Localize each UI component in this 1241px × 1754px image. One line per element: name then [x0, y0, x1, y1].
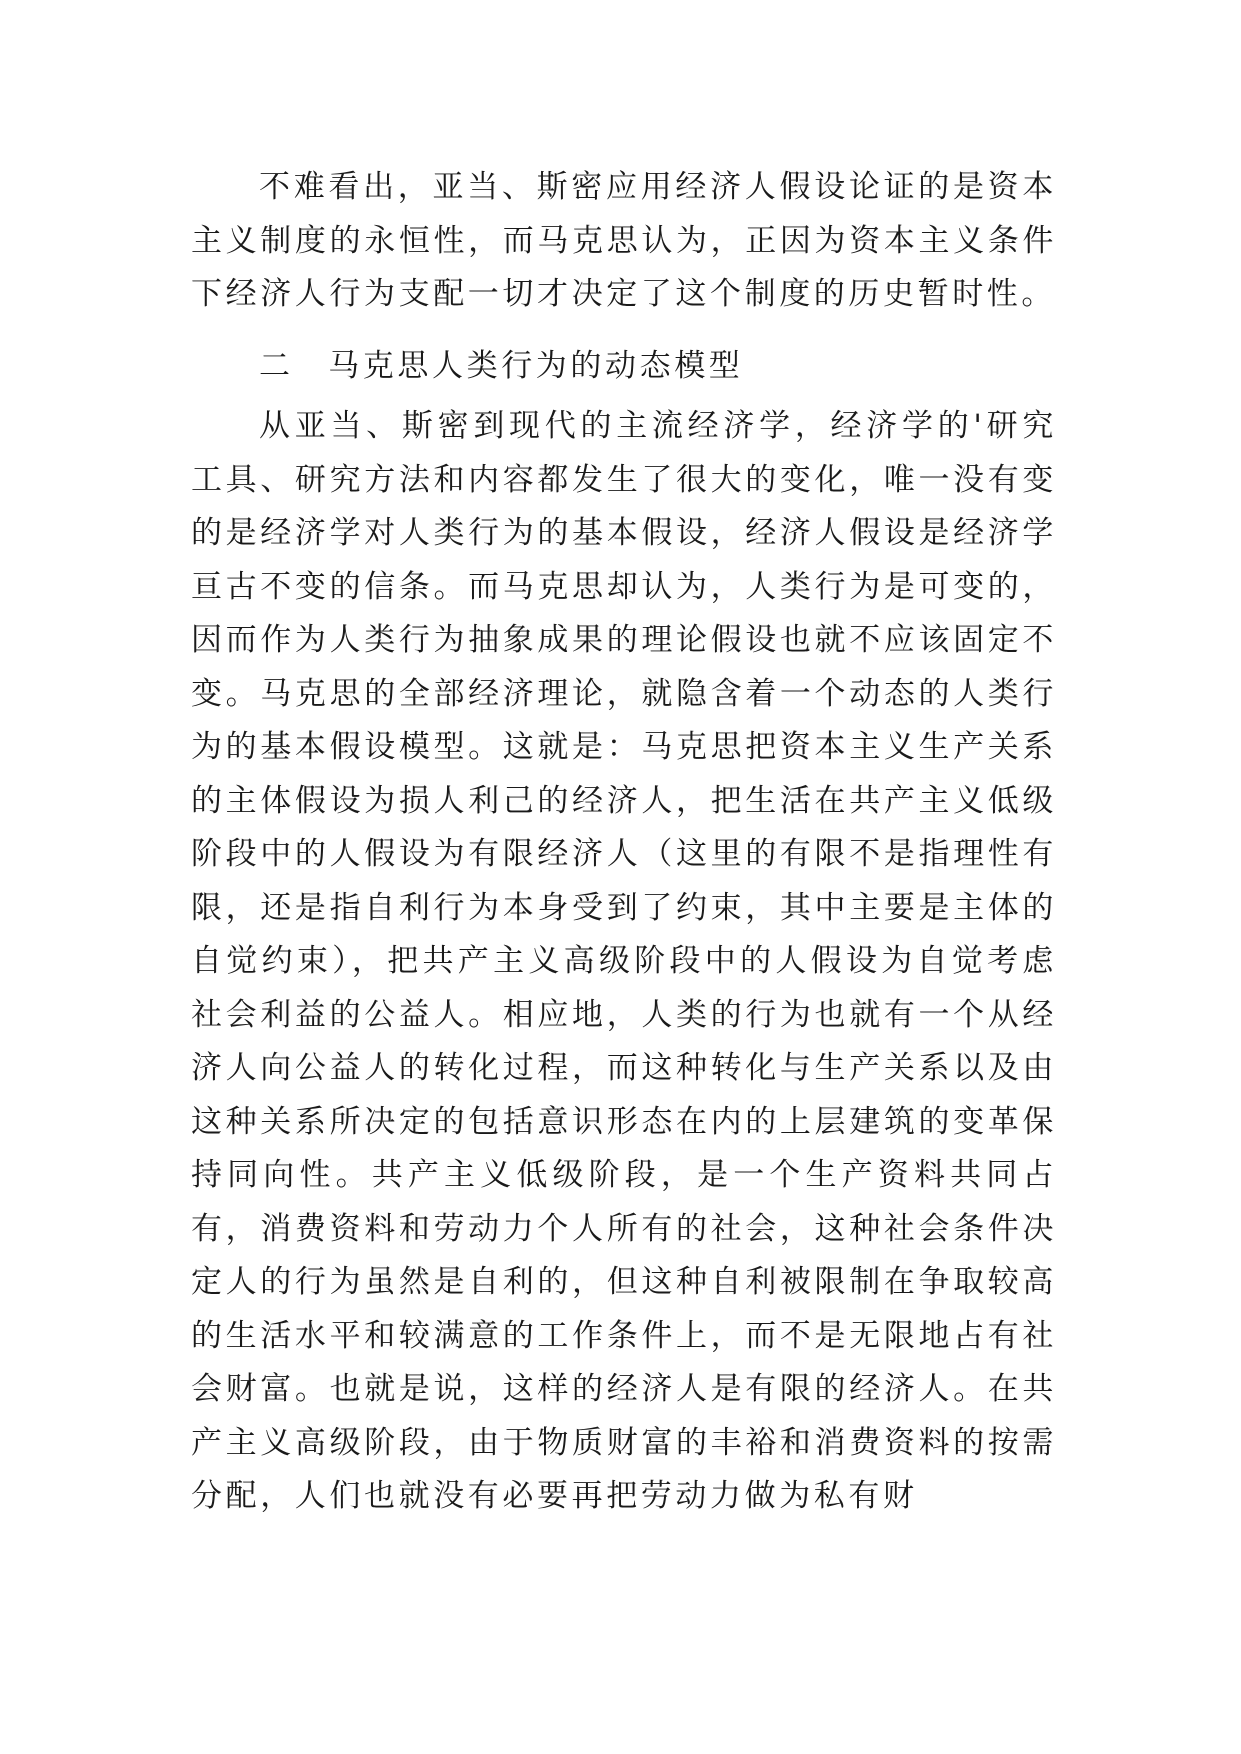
paragraph-block-2: [191, 400, 1057, 1524]
paragraph-block-1: [191, 161, 1057, 322]
paragraph-text: 不难看出，亚当、斯密应用经济人假设论证的是资本主义制度的永恒性，而马克思认为，正因为资本主义条件下经济人行为支配一切才决定了这个制度的历史暂时性。: [191, 169, 1057, 312]
section-heading: 二 马克思人类行为的动态模型: [259, 348, 744, 384]
paragraph-text: 从亚当、斯密到现代的主流经济学，经济学的'研究工具、研究方法和内容都发生了很大的变化，唯一没有变的是经济学对人类行为的基本假设，经济人假设是经济学亘古不变的信条。而马克思却认为，人类行为是可变的，因而作为人类行为抽象成果的理论假设也就不应该固定不变。马克思的全部经济理论，就隐含着一个动态的人类行为的基本假设模型。这就是：马克思把资本主义生产关系的主体假设为损人利己的经济人，把生活在共产主义低级阶段中的人假设为有限经济人（这里的有限不是指理性有限，还是指自利行为本身受到了约束，其中主要是主体的自觉约束），把共产主义高级阶段中的人假设为自觉考虑社会利益的公益人。相应地，人类的行为也就有一个从经济人向公益人的转化过程，而这种转化与生产关系以及由这种关系所决定的包括意识形态在内的上层建筑的变革保持同向性。共产主义低级阶段，是一个生产资料共同占有，消费资料和劳动力个人所有的社会，这种社会条件决定人的行为虽然是自利的，但这种自利被限制在争取较高的生活水平和较满意的工作条件上，而不是无限地占有社会财富。也就是说，这样的经济人是有限的经济人。在共产主义高级阶段，由于物质财富的丰裕和消费资料的按需分配，人们也就没有必要再把劳动力做为私有财: [191, 408, 1057, 1514]
section-heading-block: [191, 340, 1057, 394]
